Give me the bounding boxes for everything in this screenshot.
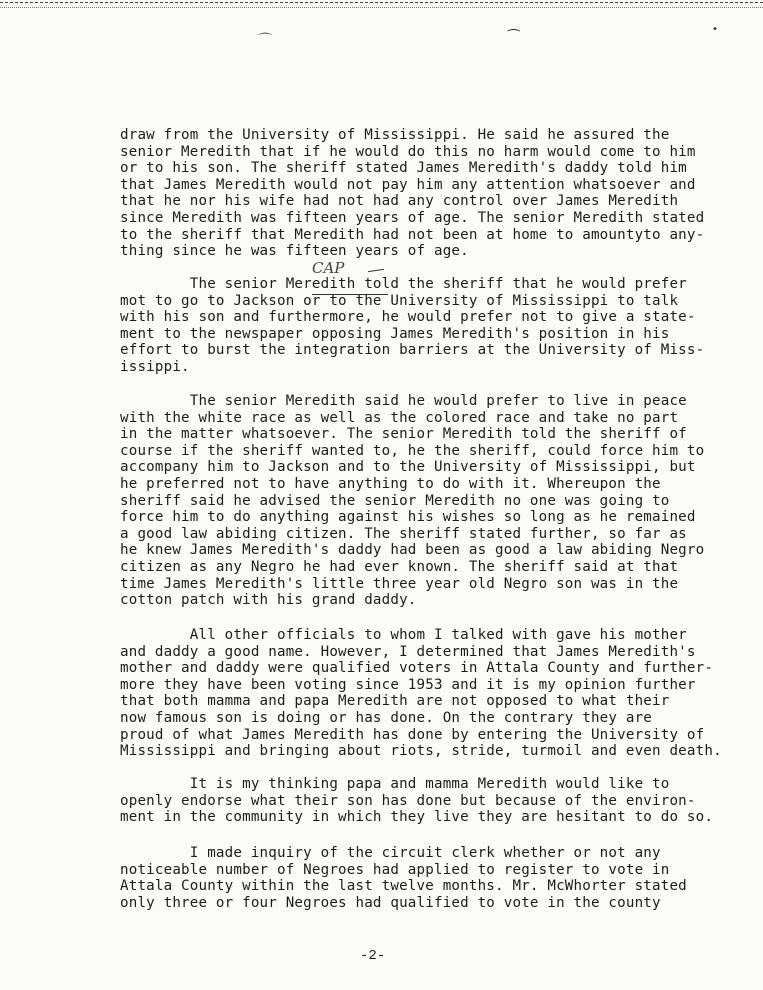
paragraph-5: It is my thinking papa and mamma Meredith would like to openly endorse what their son has done but because of the environ- ment in the community in which they live they are hesitant to do so. bbox=[120, 776, 714, 826]
handwritten-stroke bbox=[368, 269, 384, 272]
paragraph-3: The senior Meredith said he would prefer to live in peace with the white race as well as the colored race and take no part in the matter whatsoever. The senior Meredith told the sheriff of course if the sheriff wanted to, he the sheriff, could force him to accompany him to Jackson and to the University of Mississippi, but he preferred not to have anything to do with it. Whereupon the sheriff said he advised the senior Meredith no one was going to force him to do anything against his wishes so long as he remained a good law abiding citizen. The sheriff stated further, so far as he knew James Meredith's daddy had been as good a law abiding Negro citizen as any Negro he had ever known. The sheriff said at that time James Meredith's little three year old Negro son was in the cotton patch with his grand daddy. bbox=[120, 393, 705, 609]
paragraph-2: The senior Meredith told the sheriff that he would prefer mot to go to Jackson or to the University of Mississippi to talk with his son and furthermore, he would prefer not to give a state- ment to the newspaper opposing James Meredith's position in his effort to burst the integration barriers at the University of Miss- issippi. bbox=[120, 276, 705, 375]
scan-top-edge bbox=[0, 2, 763, 8]
scan-mark: ⁀ bbox=[508, 30, 520, 46]
scan-mark: • bbox=[712, 24, 718, 35]
paragraph-4: All other officials to whom I talked with gave his mother and daddy a good name. However, I determined that James Meredith's mother and daddy were qualified voters in Attala County and further- more they have been voting since 1953 and it is my opinion further that both mamma and papa Meredith are not opposed to what their now famous son is doing or has done. On the contrary they are proud of what James Meredith has done by entering the University of Mississippi and bringing about riots, stride, turmoil and even death. bbox=[120, 627, 722, 760]
handwritten-annotation: CAP bbox=[312, 259, 345, 277]
paragraph-1: draw from the University of Mississippi. He said he assured the senior Meredith that if he would do this no harm would come to him or to his son. The sheriff stated James Meredith's daddy told him that James Meredith would not pay him any attention whatsoever and that he nor his wife had not had any control over James Meredith since Meredith was fifteen years of age. The senior Meredith stated to the sheriff that Meredith had not been at home to amountyto any- thing since he was fifteen years of age. bbox=[120, 127, 705, 260]
paragraph-6: I made inquiry of the circuit clerk whether or not any noticeable number of Negroes had applied to register to vote in Attala County within the last twelve months. Mr. McWhorter stated only three or four Negroes had qualified to vote in the county bbox=[120, 845, 687, 911]
page-number: -2- bbox=[360, 948, 386, 964]
scan-mark: ⌒ bbox=[258, 33, 272, 49]
